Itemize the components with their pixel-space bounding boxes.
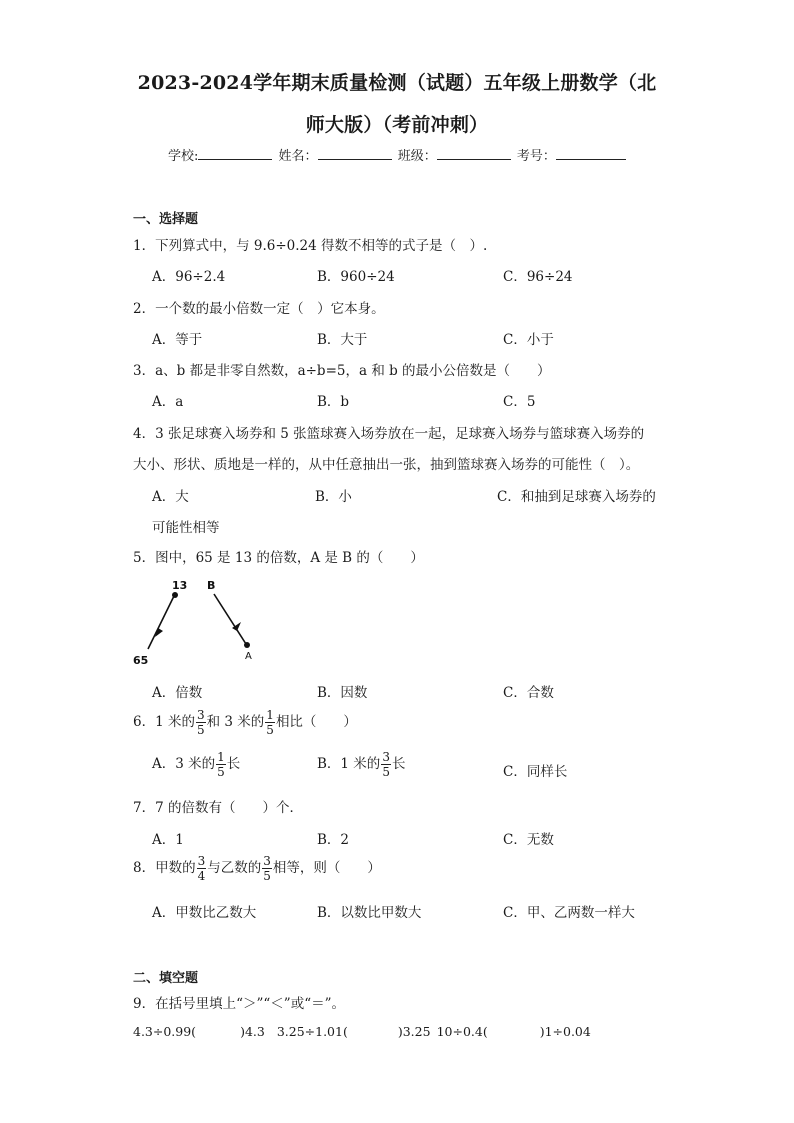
q6-a-denominator: 5 [217,765,225,779]
label-13: 13 [172,579,188,592]
school-blank[interactable] [198,146,272,160]
name-label: 姓名： [278,149,318,164]
q6-option-a[interactable] [152,751,240,778]
q4-option-b[interactable]: B．小 [315,489,352,505]
point-13 [172,592,178,598]
q3-option-c[interactable]: C．5 [503,394,536,410]
q6-text-pre: 6．1 米的 [133,714,195,730]
question-9: 9．在括号里填上“＞”“＜”或“＝”。 [133,996,345,1012]
question-6 [133,709,357,736]
q7-option-b[interactable]: B．2 [317,832,350,848]
q8-f2-numerator: 3 [263,854,271,868]
q2-option-b[interactable]: B．大于 [317,332,368,348]
question-3: 3．a、b 都是非零自然数，a÷b=5，a 和 b 的最小公倍数是（ ） [133,363,551,379]
q8-f1-denominator: 4 [197,869,206,883]
q4-option-a[interactable]: A．大 [152,489,189,505]
q7-option-a[interactable]: A．1 [152,832,184,848]
name-blank[interactable] [318,146,392,160]
q7-option-c[interactable]: C．无数 [503,832,554,848]
q6-f1-denominator: 5 [196,723,205,737]
number-label: 考号： [516,149,556,164]
q6-option-b[interactable] [317,751,405,778]
q1-option-c[interactable]: C．96÷24 [503,269,573,285]
arrow-65-to-13 [148,596,174,649]
arrow-b-to-a [214,594,246,644]
q8-f1-numerator: 3 [197,854,206,868]
page-title-line2: 师大版）（考前冲刺） [305,114,489,136]
q2-option-c[interactable]: C．小于 [503,332,554,348]
q5-option-a[interactable]: A．倍数 [152,685,203,701]
question-1: 1．下列算式中，与 9.6÷0.24 得数不相等的式子是（ ）. [133,238,488,254]
q6-f2-denominator: 5 [266,723,274,737]
q5-option-c[interactable]: C．合数 [503,685,554,701]
q8-fraction-1 [197,855,207,882]
section-heading-choice: 一、选择题 [133,212,199,227]
q9-expr3-left: 10÷0.4( [436,1024,488,1039]
number-blank[interactable] [556,146,626,160]
q6-b-pre: B．1 米的 [317,756,381,772]
q8-text-pre: 8．甲数的 [133,860,196,876]
q4-option-c-continued: 可能性相等 [152,520,220,536]
q6-b-numerator: 3 [382,750,390,764]
school-label: 学校: [168,149,199,164]
q6-f1-numerator: 3 [196,708,205,722]
q6-b-denominator: 5 [382,765,390,779]
q3-option-a[interactable]: A．a [152,394,184,410]
q6-f2-numerator: 1 [266,708,274,722]
q8-option-a[interactable]: A．甲数比乙数大 [152,905,257,921]
q2-option-a[interactable]: A．等于 [152,332,203,348]
section-heading-fill-blank: 二、填空题 [133,971,199,986]
q6-fraction-1 [196,709,206,736]
q6-a-pre: A．3 米的 [152,756,216,772]
q9-expr2-left: 3.25÷1.01( [276,1024,348,1039]
q6-a-numerator: 1 [217,750,225,764]
q8-fraction-2 [262,855,272,882]
q6-text-mid: 和 3 米的 [206,714,265,730]
label-65: 65 [133,654,149,667]
q8-text-post: 相等，则（ ） [272,860,381,876]
question-8 [133,855,381,882]
q5-arrow-figure [128,573,268,669]
q9-expressions [133,1024,591,1039]
q8-text-mid: 与乙数的 [207,860,262,876]
q8-option-c[interactable]: C．甲、乙两数一样大 [503,905,635,921]
page-title-line1: 2023-2024学年期末质量检测（试题）五年级上册数学（北 [137,72,657,94]
q9-expr1-left: 4.3÷0.99( [133,1024,197,1039]
label-a: A [245,651,252,662]
point-a [244,642,250,648]
q9-expr1-right: )4.3 [240,1024,265,1039]
q4-option-c[interactable]: C．和抽到足球赛入场券的 [497,489,656,505]
q6-a-post: 长 [226,756,241,772]
q6-b-post: 长 [391,756,406,772]
q1-option-a[interactable]: A．96÷2.4 [152,269,226,285]
q9-expr2-right: )3.25 [397,1024,431,1039]
q6-a-fraction [216,751,226,778]
question-7: 7．7 的倍数有（ ）个． [133,800,303,816]
class-label: 班级： [397,149,437,164]
q6-b-fraction [381,751,391,778]
q8-f2-denominator: 5 [263,869,271,883]
q6-option-c[interactable]: C．同样长 [503,764,568,780]
student-info-row [168,145,628,164]
question-2: 2．一个数的最小倍数一定（ ）它本身。 [133,301,385,317]
question-4-line2: 大小、形状、质地是一样的，从中任意抽出一张，抽到篮球赛入场券的可能性（ ）。 [133,457,640,473]
q9-expr3-right: )1÷0.04 [539,1024,591,1039]
class-blank[interactable] [437,146,511,160]
q8-option-b[interactable]: B．以数比甲数大 [317,905,422,921]
label-b: B [207,579,216,592]
q6-fraction-2 [265,709,275,736]
question-5: 5．图中，65 是 13 的倍数，A 是 B 的（ ） [133,550,424,566]
q6-text-post: 相比（ ） [275,714,357,730]
q1-option-b[interactable]: B．960÷24 [317,269,395,285]
q5-option-b[interactable]: B．因数 [317,685,368,701]
question-4-line1: 4．3 张足球赛入场券和 5 张篮球赛入场券放在一起，足球赛入场券与篮球赛入场券的 [133,426,645,442]
q3-option-b[interactable]: B．b [317,394,350,410]
